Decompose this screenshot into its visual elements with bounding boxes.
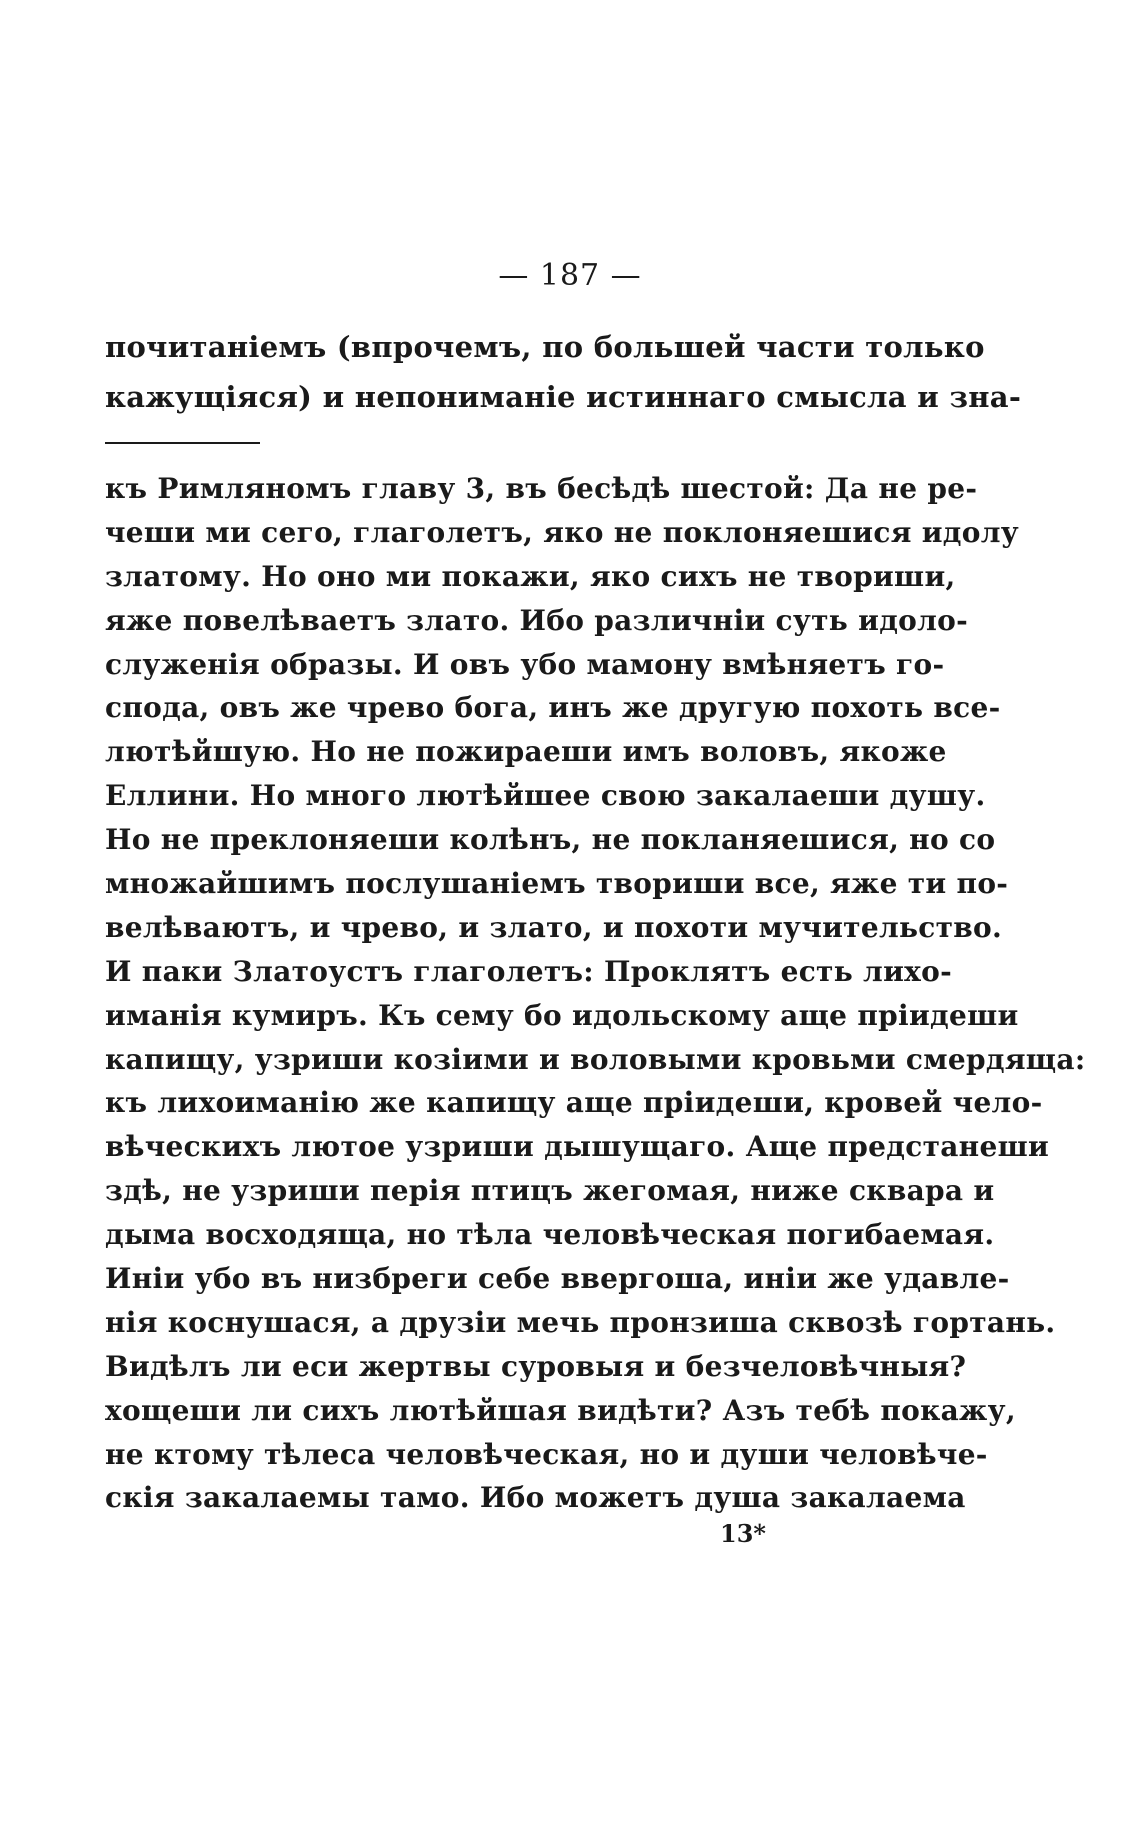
footnote-line: чеши ми сего, глаголетъ, яко не поклоняешися идолу <box>105 515 1020 549</box>
footnote-line: велѣваютъ, и чрево, и злато, и похоти мучительство. <box>105 910 1003 944</box>
footnote-line: Иніи убо въ низбреги себе ввергоша, иніи же удавле- <box>105 1262 1010 1296</box>
footnote-line: Но не преклоняеши колѣнъ, не покланяешися, но со <box>105 823 996 857</box>
footnote-line: иманія кумиръ. Къ сему бо идольскому аще пріидеши <box>105 998 1019 1032</box>
footnote-line: златому. Но оно ми покажи, яко сихъ не твориши, <box>105 559 956 593</box>
footnote-line: служенія образы. И овъ убо мамону вмѣняетъ го- <box>105 647 945 681</box>
footnote-line: не ктому тѣлеса человѣческая, но и души человѣче- <box>105 1437 988 1471</box>
footnote-line: къ Римляномъ главу 3, въ бесѣдѣ шестой: Да не ре- <box>105 472 978 505</box>
footnote-line: множайшимъ послушаніемъ твориши все, яже ти по- <box>105 867 1009 901</box>
footnote-rule <box>105 442 260 444</box>
footnote-line: здѣ, не узриши перія птицъ жегомая, ниже сквара и <box>105 1174 995 1208</box>
footnote-line: капищу, узриши козіими и воловыми кровьми смердяща: <box>105 1042 1086 1076</box>
footnote-line: скія закалаемы тамо. Ибо можетъ душа закалаема <box>105 1481 966 1515</box>
footnote-line: хощеши ли сихъ лютѣйшая видѣти? Азъ тебѣ покажу, <box>105 1393 1016 1427</box>
footnote-line: нія коснушася, а друзіи мечь пронзиша сквозѣ гортань. <box>105 1305 1056 1339</box>
main-text <box>105 322 1022 422</box>
text-line: кажущіяся) и непониманіе истиннаго смысла и зна- <box>105 380 1022 414</box>
footnote-line: яже повелѣваетъ злато. Ибо различніи суть идоло- <box>105 603 969 637</box>
footnote-line: къ лихоиманію же капищу аще пріидеши, кровей чело- <box>105 1086 1043 1120</box>
footnote-line: спода, овъ же чрево бога, инъ же другую похоть все- <box>105 691 1001 725</box>
page-number: — 187 — <box>498 258 642 293</box>
footnote-line: вѣческихъ лютое узриши дышущаго. Аще предстанеши <box>105 1130 1050 1164</box>
footnote-line: И паки Златоустъ глаголетъ: Проклятъ есть лихо- <box>105 954 953 988</box>
footnote-line: Еллини. Но много лютѣйшее свою закалаеши душу. <box>105 779 986 813</box>
footnote-text <box>105 467 1086 1520</box>
footnote-line: дыма восходяща, но тѣла человѣческая погибаемая. <box>105 1218 995 1252</box>
footnote-line: Видѣлъ ли еси жертвы суровыя и безчеловѣчныя? <box>105 1349 967 1383</box>
text-line: почитаніемъ (впрочемъ, по большей части только <box>105 330 985 364</box>
footnote-line: лютѣйшую. Но не пожираеши имъ воловъ, якоже <box>105 735 947 769</box>
signature-mark: 13* <box>720 1519 766 1548</box>
